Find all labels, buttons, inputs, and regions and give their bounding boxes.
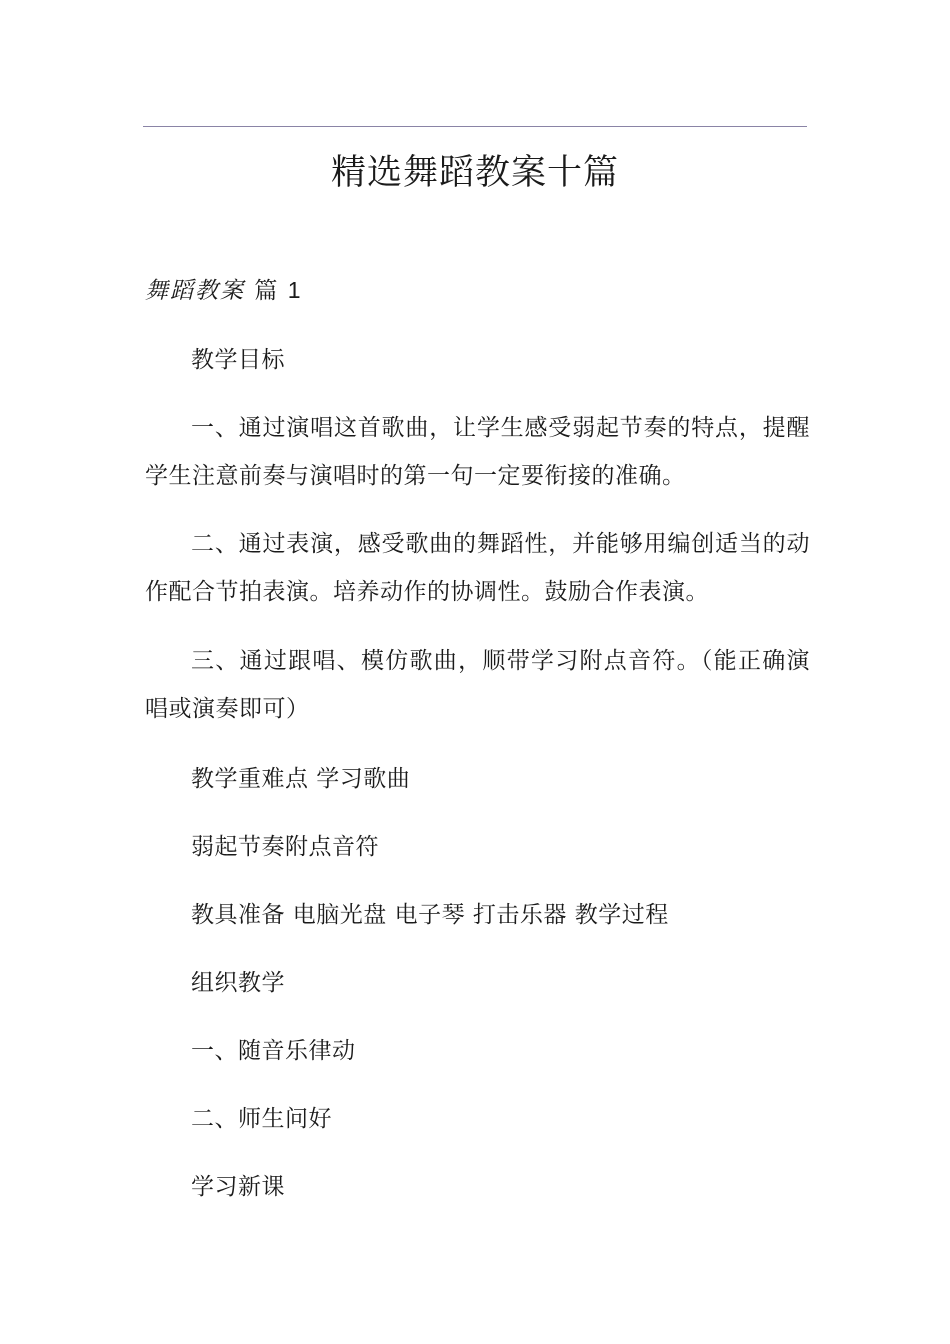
header-rule <box>143 126 807 127</box>
paragraph-rhythm: 弱起节奏附点音符 <box>191 834 379 860</box>
paragraph-step-1: 一、随音乐律动 <box>191 1038 356 1064</box>
section-number: 篇 1 <box>254 277 303 303</box>
paragraph-key-points: 教学重难点 学习歌曲 <box>191 766 411 792</box>
paragraph-goal-1: 一、通过演唱这首歌曲，让学生感受弱起节奏的特点，提醒学生注意前奏与演唱时的第一句一定要衔接的准确。 <box>145 415 810 489</box>
paragraph-step-2: 二、师生问好 <box>191 1106 332 1132</box>
section-label: 舞蹈教案 <box>145 278 245 304</box>
paragraph-goal-2: 二、通过表演，感受歌曲的舞蹈性，并能够用编创适当的动作配合节拍表演。培养动作的协调性。鼓励合作表演。 <box>145 531 810 605</box>
paragraph-teaching-goals: 教学目标 <box>191 347 285 373</box>
document-title: 精选舞蹈教案十篇 <box>330 153 619 193</box>
paragraph-new-lesson: 学习新课 <box>191 1174 285 1200</box>
paragraph-organize: 组织教学 <box>191 970 285 996</box>
paragraph-materials: 教具准备 电脑光盘 电子琴 打击乐器 教学过程 <box>191 902 669 928</box>
paragraph-goal-3: 三、通过跟唱、模仿歌曲，顺带学习附点音符。（能正确演唱或演奏即可） <box>145 648 810 722</box>
section-heading <box>145 272 303 309</box>
